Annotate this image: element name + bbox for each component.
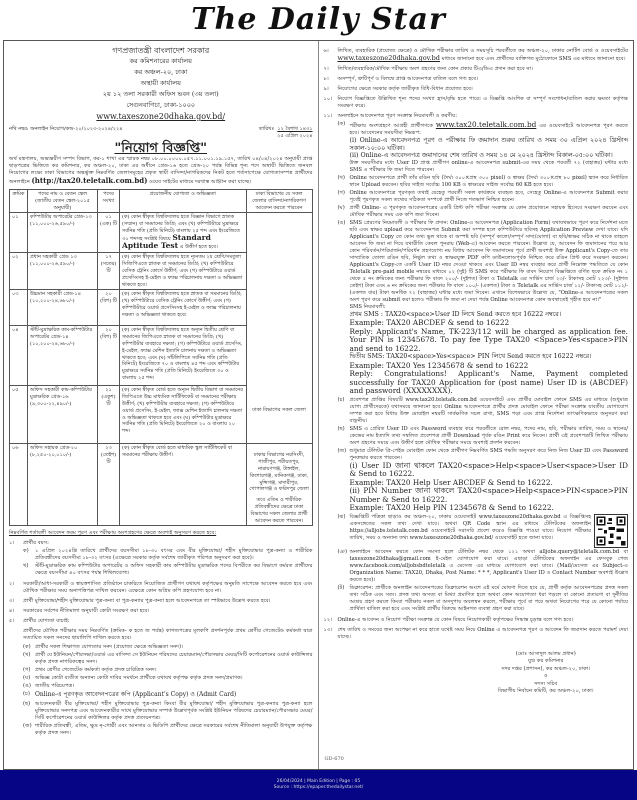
address: সেগুনবাগিচা, ঢাকা-১০০০ <box>126 101 196 109</box>
req-aptitude-test: Standard Aptitude Test <box>122 232 211 250</box>
doc-number: (চ) <box>23 691 30 698</box>
item-text: অনলাইনে আবেদনপত্র পূরণ সংক্রান্ত নিয়মাবলী ও করণীয়: <box>337 113 457 119</box>
row-post: প্রধান সহকারী গ্রেড ১৩ (১১,০০০-২৬,৫৯০/-) <box>28 253 98 290</box>
sub-k <box>338 549 629 584</box>
recover-userid-example: Example: TAX20 Help User ABCDEF & Send to 16222. <box>349 477 553 487</box>
condition-item <box>9 598 313 605</box>
sub-d <box>338 205 629 219</box>
sub-text-2: এর ওয়েবসাইটে আবেদনপত্র পূরণ করতে হবে। আবেদনের সময়সীমা নিম্নরূপ: <box>349 123 629 136</box>
sub-g <box>338 426 629 447</box>
temp-office: অস্থায়ী কার্যালয় <box>140 79 181 87</box>
item-number: ১৩। <box>323 626 333 633</box>
masthead-logo: The Daily Star <box>191 2 446 37</box>
doc-text: Online-এ পূরণকৃত আবেদনপত্রের কপি (Applicant's Copy) ও (Admit Card) <box>35 691 237 699</box>
item-number: ২। <box>9 581 15 588</box>
sms-second-example: Example: TAX20 Yes 12345678 & send to 16222 <box>349 360 529 370</box>
req-text: (ক) কোন স্বীকৃত বিশ্ববিদ্যালয় হতে বিজ্ঞান বিভাগে স্নাতক (সম্মান) বা সমমানের ডিগ্রি; এবং (খ) কম্পিউটারে মুদ্রাক্ষরে সর্বনিম্ন গতি (প্রতি মিনিটে) বাংলায় ২৫ শব্দ এবং ইংরেজিতে ৩০ শব্দসহ সংশ্লিষ্ট বিষয়ে <box>122 214 240 242</box>
sub-number: (গ) <box>337 189 345 196</box>
row-serial: ০২ <box>10 253 28 290</box>
row-post: উচ্চমান সহকারী গ্রেড-১৪ (১০,২০০-২৪,৬৮০/-) <box>28 290 98 326</box>
age-label: প্রার্থীর বয়স: <box>23 540 49 547</box>
col-count: পদের সংখ্যা <box>98 190 120 213</box>
office-name: কর কমিশনারের কার্যালয় <box>129 57 192 65</box>
sub-number: (জ) <box>337 447 347 454</box>
row-post: কম্পিউটার অপারেটর গ্রেড-১৩ (১১,০০০-২৬,৫৯০/-) <box>28 213 98 253</box>
doc-item <box>23 667 313 674</box>
item-text: সরকারী/আধা-সরকারী ও স্বায়ত্তশাসিত প্রতিষ্ঠানে চাকরিতে নিয়োজিত প্রার্থীগণ যথাযথ কর্তৃপক্ষের অনুমতি সাপেক্ষে আবেদন করতে হবে এবং মৌখিক পরীক্ষার সময় অনাপত্তিপত্র দাখিল করবেন। এক্ষেত্রে কোন অগ্রিম কপি গ্রহণযোগ্য হবে না। <box>23 581 313 595</box>
intro-text: অর্থ মন্ত্রণালয়, অভ্যন্তরীণ সম্পদ বিভাগ, কর-১ শাখা এর স্মারক নম্বর ০৮.০০.০০০০.০৫৭.১১.০০১.১৯.১৫৭, তারিখ ০৪/০৪/২০২৪ অনুযায়ী প্রাপ্ত ছাড়পত্রের ভিত্তিতে কর কমিশনার, কর অঞ্চল-২০, ঢাকা এর অধীনে গ্রেড-১৬ হতে গ্রেড-২০ পর্যন্ত বিভিন্ন শূন্য পদে অস্থায়ী ভিত্তিতে জনবল নিয়োগের লক্ষ্যে ঢাকা বিভাগের অন্তর্ভুক্ত নিম্নবর্ণিত জেলাসমূহের প্রকৃত স্থায়ী বাসিন্দা/নাগরিকদের নিকট হতে শর্তসাপেক্ষে যোগ্যতাসম্পন্ন প্রার্থীদের অনলাইনে <box>9 156 313 185</box>
start-date: (i) Online-এ আবেদনপত্র পূরণ ও পরীক্ষার ফি জমাদান শুরুর তারিখ ও সময় ৩০ এপ্রিল ২০২৪ খ্রিস্টাব্দ সকাল-১০:০০ ঘটিকা। <box>349 137 628 152</box>
website-link[interactable]: www.taxeszone20dhaka.gov.bd <box>337 54 440 62</box>
sub-text-3: উক্ত সময়সীমার মধ্যে User ID প্রাপ্ত প্রার্থীগণ online-এ আবেদনপত্র submit-এর সময় থেকে পরবর্তী ৭২ (বাহাত্তর) ঘন্টার মধ্যে SMS এ পরীক্ষার ফি জমা দিতে পারবেন। <box>349 159 628 173</box>
table-header-row <box>10 190 313 213</box>
doc-text: প্রথম শ্রেণীর গেজেটেড কর্মকর্তা কর্তৃক প্রদত্ত চারিত্রিক সনদ। <box>35 667 157 674</box>
sub-text: প্রার্থী Online- এ পূরণকৃত আবেদনপত্রের একটি প্রিন্ট কপি পরীক্ষা সংক্রান্ত যে কোন প্রয়োজনে সহায়ক হিসেবে সংরক্ষণ করবেন এবং মৌখিক পরীক্ষার সময় এক কপি জমা দিবেন। <box>349 204 628 218</box>
doc-item <box>23 683 313 690</box>
header-website-link[interactable]: www.taxeszone20dhaka.gov.bd/ <box>96 112 226 121</box>
doc-item <box>23 691 313 700</box>
sub-text: ডিক্লারেশন: প্রার্থীকে অনলাইন আবেদনপত্রের ডিক্লারেশন অংশে এই মর্মে ঘোষণা দিতে হবে যে, প্রার্থী কর্তৃক আবেদনপত্রের প্রদত্ত সকল তথ্য সঠিক এবং সত্য। প্রদত্ত তথ্য অসত্য বা মিথ্যা প্রমাণিত হলে অথবা কোন অযোগ্যতা ধরা পড়লে বা কোনো প্রতারণা বা দুর্নীতির আশ্রয় গ্রহণ করলে কিংবা পরীক্ষায় নকল বা অসদুপায় অবলম্বন করলে, পরীক্ষার পূর্বে বা পরে অথবা নিয়োগের পরে যে কোনো পর্যায়ে প্রার্থিতা বাতিল করা হবে এবং সংশ্লিষ্ট প্রার্থীর বিরুদ্ধে আইনগত ব্যবস্থা গ্রহণ করা যাবে। <box>349 584 628 612</box>
item-text: প্রার্থীর যোগ্যতা যাচাই: <box>23 618 70 625</box>
signatory-role: সদস্য সচিব <box>534 680 558 687</box>
districts-all: ঢাকা বিভাগের সকল জেলা <box>246 213 312 444</box>
item-text: নিয়োগ বিজ্ঞপ্তিতে উল্লিখিত শূন্য পদের সংখ্যা হ্রাস/বৃদ্ধি হতে পারে। এ বিজ্ঞপ্তি আংশিক বা সম্পূর্ণ সংশোধন/বাতিল করার ক্ষমতা কর্তৃপক্ষ সংরক্ষণ করে। <box>337 96 628 109</box>
row-requirements: (ক) কোন স্বীকৃত বোর্ড হতে মাধ্যমিক স্কুল সার্টিফিকেট বা সমমানের পরীক্ষায় উত্তীর্ণ। <box>120 444 247 526</box>
item-11 <box>324 113 629 614</box>
sub-text: বিজ্ঞপ্তিটি পত্রিকা ছাড়াও কর অঞ্চল-২০, ঢাকার ওয়েবসাইট www.taxeszone20dhaka.gov.bd এ বিজ্ঞপ্তিসহ একসঙ্গেতের সকল তথ্য দেখা যাবে। অথবা QR Code স্ক্যান এর মাধ্যমে টেলিটকের অফলাইন https://alljobs.teletalk.com.bd ওয়েবসাইটে সরাসরি প্রবেশ করেও বিজ্ঞপ্তি পাওয়া যাবে। নিয়োগ পরীক্ষার তারিখ, সময় ও অন্যান্য তথ্য www.taxeszone20dhaka.gov.bd/ ওয়েবসাইট হতে জানা যাবে। <box>349 513 591 541</box>
doc-number: (গ) <box>23 667 31 674</box>
sub-j <box>338 514 629 548</box>
doc-item <box>23 701 313 722</box>
signatory-name: (মোঃ আসাদুল আলম প্রধান) <box>515 650 576 657</box>
districts-note: তবে এতিম ও শারীরিক প্রতিবন্ধীদের ক্ষেত্রে ঢাকা বিভাগের সকল জেলার প্রার্থী আবেদন করতে পারবেন। <box>250 497 308 524</box>
item-number: ৭। <box>323 66 329 72</box>
row-post: স্টাঁট-মুদ্রাক্ষরিক কাম-কম্পিউটার অপারেটর গ্রেড-১৪ (১০,২০০-২৪,৬৮০/-) <box>28 326 98 386</box>
sub-text: শুধুমাত্র টেলিটক প্রি-পেইড মোবাইল ফোন থেকে প্রার্থীগণ নিম্নবর্ণিত SMS পদ্ধতি অনুসরণ করে নিজ নিজ User ID এবং Password পুনরুদ্ধার করতে পারবেন। <box>349 447 628 461</box>
signatory-and: ও <box>543 673 548 679</box>
row-requirements: (ক) কোন স্বীকৃত বিশ্ববিদ্যালয় হতে ন্যূনতম ২য় শ্রেণি/সমতুল্য সিজিপিএতে স্নাতক বা সমমানের ডিগ্রি; (খ) কম্পিউটারে বেসিক ট্রেনিং কোর্সে উত্তীর্ণ; এবং (গ) কম্পিউটারে ওয়ার্ড প্রসেসিংসহ ই-মেইল ও ফ্যাক্স পরিচালনায় দক্ষতা ও অভিজ্ঞতা থাকতে হবে। <box>120 253 247 290</box>
row-count: ১৭ (সতের) টি <box>98 253 120 290</box>
doc-number: (ঘ) <box>23 675 31 682</box>
doc-item <box>23 723 313 737</box>
col-districts: ঢাকা বিভাগের যে সকল জেলার বাসিন্দা/নাগরিকগণ আবেদন করতে পারবেন <box>246 190 312 213</box>
row-count: ০১ (এক) টি <box>98 213 120 253</box>
sub-number: ক) <box>23 548 29 555</box>
sms-first-reply: Reply: Applicant's Name, TK-223/112 will be charged as application fee. Your PIN is 12345678. To pay fee Type TAX20 <Space>Yes<space>PIN and send to 16222. <box>349 326 628 353</box>
row-count: ২০ (বিশ) টি <box>98 326 120 386</box>
sub-number: খ) <box>23 563 29 570</box>
doc-number: (জ) <box>23 722 32 729</box>
req-end: এ উত্তীর্ণ হতে হবে। <box>179 243 218 250</box>
sms-second: দ্বিতীয় SMS: TAX20<space>Yes<space> PIN লিখে Send করতে হবে 16222 নম্বরে। <box>349 353 592 360</box>
item-text: শেষ তারিখ ও সময়ের জন্য অপেক্ষা না করে হাতে যথেষ্ট সময় নিয়ে Online এ আবেদনপত্র পূরণ ও আবেদন ফি জমাদান করতে পরামর্শ দেয়া যাচ্ছে। <box>337 626 628 640</box>
item-text: প্রার্থী মুক্তিযোদ্ধা/শহীদ মুক্তিযোদ্ধার পুত্র-কন্যা বা পুত্র-কন্যার পুত্র-কন্যা হলে আবেদনপত্রে তা স্পষ্টভাবে উল্লেখ করতে হবে। <box>23 598 271 605</box>
item-number: ৯। <box>323 86 329 92</box>
item-7 <box>324 66 629 73</box>
sms-label: SMS নিয়মাবলী: <box>349 303 386 310</box>
sub-e <box>338 220 629 396</box>
sms-first: প্রথম SMS : TAX20<space>User ID লিখে Send করতে হবে 16222 নম্বরে। <box>349 310 562 318</box>
doc-text: জাতীয় পরিচয়পত্র। <box>35 683 75 690</box>
sub-text: SMS এ প্রেরিত User ID এবং Password ব্যবহার করে পরবর্তীতে রোল নম্বর, পদের নাম, ছবি, পরীক্ষার তারিখ, সময় ও স্থানের/কেন্দ্রের নাম ইত্যাদি তথ্য সম্বলিত প্রবেশপত্র প্রার্থী Download পূর্বক রঙিন Print করে নিবেন। প্রার্থী এই প্রবেশপত্রটি লিখিত পরীক্ষায় অংশ গ্রহণের সময়ে এবং উত্তীর্ণ হলে মৌখিক পরীক্ষার সময়ে অবশ্যই প্রদর্শন করবেন। <box>349 425 628 446</box>
intro-apply-link[interactable]: (http://tax20.teletalk.com.bd) <box>31 176 148 185</box>
sub-number: (ঘ) <box>337 204 345 211</box>
condition-item <box>9 581 313 595</box>
left-column <box>4 41 319 769</box>
condition-item <box>9 540 313 578</box>
row-serial: ০৬ <box>10 444 28 526</box>
edition-info: 26/04/2024 | Main Edition | Page : 05 <box>276 779 361 784</box>
row-requirements: (ক) কোন স্বীকৃত বিশ্ববিদ্যালয় হতে স্নাতক বা সমমানের ডিগ্রি; (খ) কম্পিউটারে বেসিক ট্রেনিং কোর্সে উত্তীর্ণ; এবং (গ) কম্পিউটারে ওয়ার্ড প্রসেসিংসহ ই-মেইল ও ফ্যাক্স পরিচালনায় দক্ষতা ও অভিজ্ঞতা থাকতে হবে। <box>120 290 247 326</box>
item-number: ৩। <box>9 598 15 605</box>
row-serial: ০১ <box>10 213 28 253</box>
date-label: তারিখঃ <box>258 126 275 132</box>
doc-text: আবেদনকারী বীর মুক্তিযোদ্ধা/ শহীদ মুক্তিযোদ্ধার পুত্র-কন্যা কিংবা বীর মুক্তিযোদ্ধা/ শহীদ মুক্তিযোদ্ধার পুত্র-কন্যার পুত্র-কন্যা হলে মুক্তিযোদ্ধার সনদপত্র এবং আবেদনকারীর সাথে মুক্তিযোদ্ধার সম্পর্ক উল্লেখপূর্বক সংশ্লিষ্ট ইউনিয়ন পরিষদের চেয়ারম্যান/পৌরসভার মেয়র/সিটি কর্পোরেশনের ওয়ার্ড কাউন্সিলর কর্তৃক প্রদত্ত প্রত্যয়নপত্র। <box>35 700 313 721</box>
recover-userid: (i) User ID জানা থাকলে TAX20<space>Help<space>User<space>User ID & Send to 16222. <box>349 460 628 478</box>
zone-name: কর অঞ্চল-২০, ঢাকা <box>134 68 188 76</box>
col-requirements: প্রয়োজনীয় যোগ্যতা ও অভিজ্ঞতা <box>120 190 247 213</box>
gov-name: গণপ্রজাতন্ত্রী বাংলাদেশ সরকার <box>112 46 210 55</box>
end-date: (ii) Online-এ আবেদনপত্র জমাদানের শেষ তারিখ ও সময় ১৪ মে ২০২৪ খ্রিস্টাব্দ বিকাল-০৫:০০ ঘটিকা। <box>349 152 613 159</box>
item-12 <box>324 617 629 624</box>
recover-pin: (ii) PIN Number জানা থাকলে TAX20<space>Help<space>PIN<space>PIN Number & Send to 16222. <box>349 486 628 504</box>
row-serial: ০৫ <box>10 386 28 444</box>
row-requirements: (ক) কোন স্বীকৃত বোর্ড হতে অন্যূন দ্বিতীয় বিভাগ বা সমমানের জিপিএতে উচ্চ মাধ্যমিক সার্টিফিকেট বা সমমানের পরীক্ষায় উত্তীর্ণ; (খ) কম্পিউটার ব্যবহারে দক্ষতা; (গ) কম্পিউটারে ওয়ার্ড প্রসেসিং, ই-মেইল, ফ্যাক্স মেশিন ইত্যাদি চালনার দক্ষতা ও অভিজ্ঞতা থাকতে হবে এবং (ঘ) কম্পিউটার মুদ্রাক্ষরে সর্বনিম্ন গতি (প্রতি মিনিটে) ইংরেজিতে ২০ ও বাংলায় ২০ শব্দ। <box>120 386 247 444</box>
page-title: "নিয়োগ বিজ্ঞপ্তি" <box>114 141 208 156</box>
doc-item <box>23 675 313 682</box>
sub-text: স্টাঁট-মুদ্রাক্ষরিক কাম কম্পিউটার অপারেটর ও অফিস সহকারী কাম কম্পিউটার মুদ্রাক্ষরিক পদের বিপরীতে কর বিভাগে কর্মরত প্রার্থীদের ক্ষেত্রে বয়সসীমা ৪০ বৎসর পর্যন্ত শিথিলযোগ্য। <box>35 563 313 577</box>
conditions-section <box>9 530 313 737</box>
sub-text: প্রবেশপত্র প্রাপ্তির বিষয়টি www.tax20.teletalk.com.bd ওয়েবসাইটে এবং প্রার্থীর মোবাইল ফোনে SMS এর মাধ্যমে (শুধুমাত্র যোগ্য প্রার্থীদেরকে) যথাসময়ে জানানো হবে। Online আবেদনপত্রে প্রার্থীর প্রদত্ত মোবাইল ফোনে পরীক্ষা সংক্রান্ত যাবতীয় যোগাযোগ সম্পন্ন করা হবে বিধায় উক্ত মোবাইল নম্বরটি সার্বক্ষণিক সচল রাখা, SMS পড়া এবং প্রাপ্ত নির্দেশনা তাৎক্ষণিকভাবে অনুসরণ করা বাঞ্ছনীয়। <box>349 396 628 424</box>
sms-second-reply: Reply: Congratulations! Applicant's Name, Payment completed successfully for TAX20 Application for (post name) User ID is (ABCDEF) and password (XXXXXXXX). <box>349 369 628 395</box>
item-number: ১১। <box>323 113 333 119</box>
table-row <box>10 213 313 253</box>
item-number: ১। <box>9 540 15 547</box>
item-text: সরকারের সর্বশেষ নীতিমালা অনুযায়ী কোটা সংরক্ষণ করা হবে। <box>23 608 150 615</box>
doc-text: শারীরিক প্রতিবন্ধী, এতিম, ক্ষুদ্র নৃ-গোষ্ঠী এবং আনসার ও ভিডিপি প্রার্থীদের ক্ষেত্রে সরকারের সর্বশেষ নীতিমালা অনুযায়ী উপযুক্ত কর্তৃপক্ষ কর্তৃক প্রদত্ত সনদ। <box>35 722 313 736</box>
item-number: ১২। <box>323 616 333 623</box>
teletalk-link[interactable]: www.tax20.teletalk.com.bd <box>435 120 537 129</box>
item-number: ৮। <box>323 76 329 82</box>
item-number: ৪। <box>9 608 15 615</box>
doc-item <box>23 652 313 666</box>
date-bangla: ১২ বৈশাখ ১৪৩১ <box>277 126 313 132</box>
col-serial: ক্রমিক <box>10 190 28 213</box>
doc-text: প্রার্থী যে ইউনিয়ন/পৌরসভা/ওয়ার্ড এর বাসিন্দা সে ইউনিয়ন পরিষদের চেয়ারম্যান/পৌরসভার মেয়র/সিটি কর্পোরেশনের ওয়ার্ড কাউন্সিলর কর্তৃক প্রদত্ত নাগরিকত্বের সনদ। <box>35 652 313 666</box>
doc-number: (ছ) <box>23 700 31 707</box>
sub-text: SMS প্রেরণের নিয়মাবলী ও পরীক্ষার ফি প্রদান: Online-এ আবেদনপত্র (Application Form) যথাযথভাবে পূরণ করে নির্দেশনা মতে ছবি এবং স্বাক্ষর upload করে আবেদনপত্র Submit করা সম্পন্ন হলে কম্পিউটারে ছবিসহ Application Preview দেখা যাবে। যদি Applicant's Copy তে কোন তথ্য ভুল থাকে বা অস্পষ্ট ছবি (সম্পূর্ণ কালো/সম্পূর্ণ সাদা/ঘোলা) বা ছবি/স্বাক্ষর সঠিক না থাকে তাহলে আবেদন ফি জমা না দিয়ে যথারীতি কেবল পুনরায় (Web-এ) আবেদন করতে পারবেন। উল্লেখ্য যে, আবেদন ফি জমাদানের পরে আর কোন পরিবর্তন/পরিমার্জন/পরিবর্ধন গ্রহণযোগ্য নয় বিধায় আবেদন ফি জমাদানের পূর্বে প্রার্থী অবশ্যই উক্ত Applicant's Copy-তে তার সাম্প্রতিক তোলা রঙিন ছবি, নির্ভুল তথ্য ও স্বাক্ষরযুক্ত PDF কপি ডাউনলোডপূর্বক নিশ্চিত করে রঙিন প্রিন্ট করে সংরক্ষণ করবেন। Applicant's Copy-তে একটি User ID নম্বর দেওয়া থাকবে এবং User ID নম্বর ব্যবহার করে প্রার্থী নিম্নোক্ত পদ্ধতিতে যে কোন Teletalk pre-paid mobile নম্বরের মাধ্যমে ০২ (দুই) টি SMS করে পরীক্ষার ফি বাবদ নিয়োগ বিজ্ঞপ্তিতে বর্ণিত ছকে ক্রমিক নং ১ থেকে ৫ নং ক্রমিকের জন্য পরীক্ষার ফি বাবদ ২০০/- (দুইশত) টাকা ও Teletalk এর সার্ভিস চার্জ ২৩/- টাকাসহ মোট ২২৩/- (দুইশত তেইশ) টাকা এবং ৬ নং ক্রমিকের জন্য পরীক্ষার ফি বাবদ ১০০/- (একশত) টাকা ও Teletalk এর সার্ভিস চার্জ ১২/- টাকাসহ মোট ১১২/- (একশত বার) টাকা অনধিক ৭২ (বাহাত্তর) ঘন্টার মধ্যে জমা দিবেন। এখানে বিশেষভাবে উল্লেখ্য যে, "Online-এ আবেদনপত্রের সকল অংশ পূরণ করে submit করা হলেও পরীক্ষার ফি জমা না দেয়া পর্যন্ত Online আবেদনপত্র কোন অবস্থাতেই গৃহীত হবে না।" <box>349 219 628 303</box>
qr-code-icon[interactable] <box>594 514 628 548</box>
date-gregorian: ২৫ এপ্রিল ২০২৪ <box>277 133 313 139</box>
sub-number: (চ) <box>337 396 345 403</box>
intro-paragraph <box>9 156 313 186</box>
gd-number: GD-670 <box>324 756 344 762</box>
row-post: অফিস সহায়ক গ্রেড-২০ (৮,২৫০-২০,০১০/-) <box>28 444 98 526</box>
sub-number: (খ) <box>337 174 345 181</box>
item-9 <box>324 86 629 93</box>
doc-item <box>23 644 313 651</box>
row-count: ২১ (একুশ) টি <box>98 386 120 444</box>
conditions-heading: নিম্নবর্ণিত শর্তাবলী আবেদন ফরম পূরণ এবং পরীক্ষায় অংশগ্রহণের ক্ষেত্রে অবশ্যই অনুসরণ করতে হবে: <box>9 530 217 537</box>
office-header <box>9 45 313 122</box>
item-13 <box>324 627 629 641</box>
item-10 <box>324 96 629 110</box>
posts-table <box>9 189 313 526</box>
sub-text: পরীক্ষায় অংশগ্রহণে আগ্রহী প্রার্থীগণকে <box>349 123 433 129</box>
recover-pin-example: Example: TAX20 Help PIN 12345678 & Send to 16222. <box>349 503 554 512</box>
item-text: Online-এ আবেদন ও নিয়োগ পরীক্ষা সংক্রান্ত যে কোন বিষয়ে নিয়োগকারী কর্তৃপক্ষের সিদ্ধান্ত চূড়ান্ত বলে গণ্য হবে। <box>337 616 574 623</box>
districts-cell <box>246 444 312 526</box>
source-link[interactable]: Source : https://epaper.thedailystar.net/ <box>273 785 364 790</box>
condition-item <box>9 608 313 615</box>
condition-item <box>9 618 313 625</box>
row-requirements: (ক) কোন স্বীকৃত বিশ্ববিদ্যালয় হতে অন্যূন দ্বিতীয় শ্রেণি বা সমমানের জিপিএতে স্নাতক বা সমমানের ডিগ্রি; (খ) কম্পিউটার ব্যবহারে দক্ষতা; (গ) কম্পিউটারে ওয়ার্ড প্রসেসিং, ই-মেইল, ফ্যাক্স মেশিন ইত্যাদি চালনায় দক্ষতা ও অভিজ্ঞতা থাকতে হবে; এবং (ঘ) সাঁটলিপিতে সর্বনিম্ন গতি (প্রতি মিনিটে) ইংরেজিতে ৭০ ও বাংলায় ৪৫ শব্দ এবং কম্পিউটার মুদ্রাক্ষরে সর্বনিম্ন গতি (প্রতি মিনিটে) ইংরেজিতে ৩০ ও বাংলায় ২৫ শব্দ। <box>120 326 247 386</box>
signature-block <box>464 651 629 696</box>
sub-b <box>338 175 629 189</box>
doc-number: (ক) <box>23 644 31 651</box>
row-post: অফিস সহকারী কাম-কম্পিউটার মুদ্রাক্ষরিক গ্রেড-১৬ (৯,৩০০-২২,৪৯০/-) <box>28 386 98 444</box>
sub-text: Online আবেদনপত্রে প্রার্থী তাঁর রঙিন ছবি (দৈর্ঘ্য ৩০০×প্রস্থ ৩০০ pixel) ও স্বাক্ষর (দৈর্ঘ্য ৩০০×প্রস্থ ৮০ pixel) স্ক্যান করে নির্ধারিত স্থানে Upload করবেন। ছবির সাইজ সর্বোচ্চ 100 KB ও স্বাক্ষরের সাইজ সর্বোচ্চ 60 KB হতে হবে। <box>349 174 628 188</box>
sub-number: (ঞ) <box>337 548 348 555</box>
sub-f <box>338 397 629 425</box>
doc-number: (খ) <box>23 652 31 659</box>
row-count: ২০ (বিশ) টি <box>98 290 120 326</box>
sub-text: অনলাইনে আবেদন করতে কোন সমস্যা হলে টেলিটক নম্বর থেকে ১২১ অথবা alljobs.query@teletalk.com.bd বা taxeszone20dhaka@gmail.com ই-মেইল যোগাযোগ করা যাবে। এছাড়া টেলিটকের অফলাইন এর ফেসবুক পেজ www.facebook.com/alljobsbdteletalk এ মেসেজ এর মাধ্যমে যোগাযোগ করা যাবে। (Mail/মেসেজ এর Subject-এ Organization Name: TAX20, Dhaka, Post Name: * * *, Applicant's User ID ও Contact Number অবশ্যই উল্লেখ করতে হবে)। <box>349 548 628 583</box>
sub-h <box>338 448 629 513</box>
sub-number: (ছ) <box>337 425 345 432</box>
item-6 <box>324 48 629 63</box>
row-requirements <box>120 213 247 253</box>
row-serial: ০৩ <box>10 290 28 326</box>
item-8 <box>324 76 629 83</box>
signatory-office: সদর দপ্তর (প্রশাসন), কর অঞ্চল-২০, ঢাকা। <box>501 665 591 672</box>
item-text-2: মাধ্যমে জানানো হবে এবং প্রার্থীদের ব্যক্তিগত মুঠোফোনে SMS এর মাধ্যমে জানানো হবে। <box>441 56 626 62</box>
row-count: ২৩ (তেইশ) টি <box>98 444 120 526</box>
doc-text: প্রার্থীর সকল শিক্ষাগত যোগ্যতার সনদ (প্রযোজ্য ক্ষেত্রে অভিজ্ঞতা সনদ)। <box>35 644 183 651</box>
col-post: পদের নাম ও বেতন স্কেল (জাতীয় বেতন স্কেল-২০১৫ অনুযায়ী) <box>28 190 98 213</box>
districts-list: ঢাকার বিভাগের নরসিংদী, গাজীপুর, শরীয়তপুর, নারায়ণগঞ্জ, টাঙ্গাইল, কিশোরগঞ্জ, মানিকগঞ্জ, ঢাকা, মুন্সিগঞ্জ, মাদারীপুর, গোপালগঞ্জ ও ফরিদপুর জেলা <box>249 452 309 493</box>
sub-a <box>338 121 629 174</box>
sub-c <box>338 190 629 204</box>
row-serial: ০৪ <box>10 326 28 386</box>
right-column <box>319 41 634 769</box>
sub-text: ১ এপ্রিল ২০২৪খ্রি তারিখে প্রার্থীদের বয়সসীমা ১৮-৩০ বৎসর এবং বীর মুক্তিযোদ্ধা/ শহীদ মুক্তিযোদ্ধার পুত্র-কন্যা ও শারীরিক প্রতিবন্ধীদের বয়সসীমা ১৮-৩২ বৎসর (এক্ষেত্রে সরকার কর্তৃক সর্বশেষ জারীকৃত পরিপত্র অনুসরণ করা হবে)। <box>35 548 313 562</box>
sub-number: (ঝ) <box>337 513 346 520</box>
item-text: লিখিত/ব্যবহারিক/মৌখিক পরীক্ষায় অংশ গ্রহণের জন্য কোন প্রকার টিএ/ডিএ প্রদান করা হবে না। <box>337 66 533 72</box>
table-row <box>10 444 313 526</box>
item-text: নিয়োগের ক্ষেত্রে সরকার কর্তৃক জারীকৃত বিধি-বিধান প্রযোজ্য হবে। <box>337 86 473 92</box>
signatory-title: যুগ্ম কর কমিশনার <box>527 658 564 664</box>
item-number: ১০। <box>323 96 333 102</box>
item-number: ৫। <box>9 618 15 625</box>
sub-text: Online আবেদনপত্রে পূরণকৃত তথ্যই যেহেতু পরবর্তী সকল কার্যক্রমে ব্যবহৃত হবে, সেহেতু Online-এ আবেদনপত্র Submit করার পূর্বেই পূরণকৃত সকল তথ্যের সঠিকতা সম্পর্কে প্রার্থী নিজে শতভাগ নিশ্চিত হবেন। <box>349 189 628 203</box>
verify-intro: প্রার্থীদের মৌখিক পরীক্ষার সময় নিম্নবর্ণিত (ক্রমিক- ক হতে জ পর্যন্ত) কাগজপত্রের মূলকপি প্রদর্শনপূর্বক প্রথম শ্রেণীর গেজেটেড কর্মকর্তা দ্বারা সত্যায়িত সকল সনদের ছায়ালিপি দাখিল করতে হবে। <box>23 628 313 642</box>
sub-number: (ঙ) <box>337 219 346 226</box>
building: ২য় ১২ তলা সরকারী অফিস ভবন (৩য় তলা) <box>102 90 219 98</box>
signatory-committee: বিভাগীয় নির্বাচন কমিটি, কর অঞ্চল-২০, ঢাকা। <box>497 688 594 694</box>
item-number: ৬। <box>323 48 329 54</box>
reference-number: নথি নম্বর: অনলাইন নিয়োগ/কঅ-২০/২০২৩-২০২৪/২২৪ <box>9 126 123 132</box>
sub-number: (ক) <box>337 121 346 127</box>
sub-number: (ট) <box>337 584 345 591</box>
intro-end: ওয়েব সাইটের মাধ্যমে দরখাস্ত আহ্বান করা যাচ্ছে। <box>149 179 252 185</box>
sms-first-example: Example: TAX20 ABCDEF & send to 16222 <box>349 318 510 327</box>
item-text: লিখিত, ব্যবহারিক (প্রযোজ্য ক্ষেত্রে) ও মৌখিক পরীক্ষার তারিখ ও সময়সূচি পরবর্তীতে কর অঞ্চল-২০, ঢাকার নোটিশ বোর্ড ও ওয়েবসাইটের <box>337 48 628 54</box>
item-text <box>23 540 313 578</box>
sub-l <box>338 585 629 613</box>
doc-text: অভিজ্ঞ কোটা ব্যতীত অন্যান্য কোটা দাবির সমর্থনে প্রার্থীকে যথাযথ কর্তৃপক্ষ কর্তৃক প্রদত্ত সনদ/প্রমাণক। <box>35 675 243 682</box>
doc-number: (ঙ) <box>23 683 31 690</box>
advertisement-sheet <box>3 40 634 770</box>
item-text: অসম্পূর্ণ, ত্রুটিপূর্ণ ও বিলম্বে প্রাপ্ত আবেদনপত্র বাতিল বলে গণ্য হবে। <box>337 76 478 82</box>
footer-bar <box>0 770 637 800</box>
